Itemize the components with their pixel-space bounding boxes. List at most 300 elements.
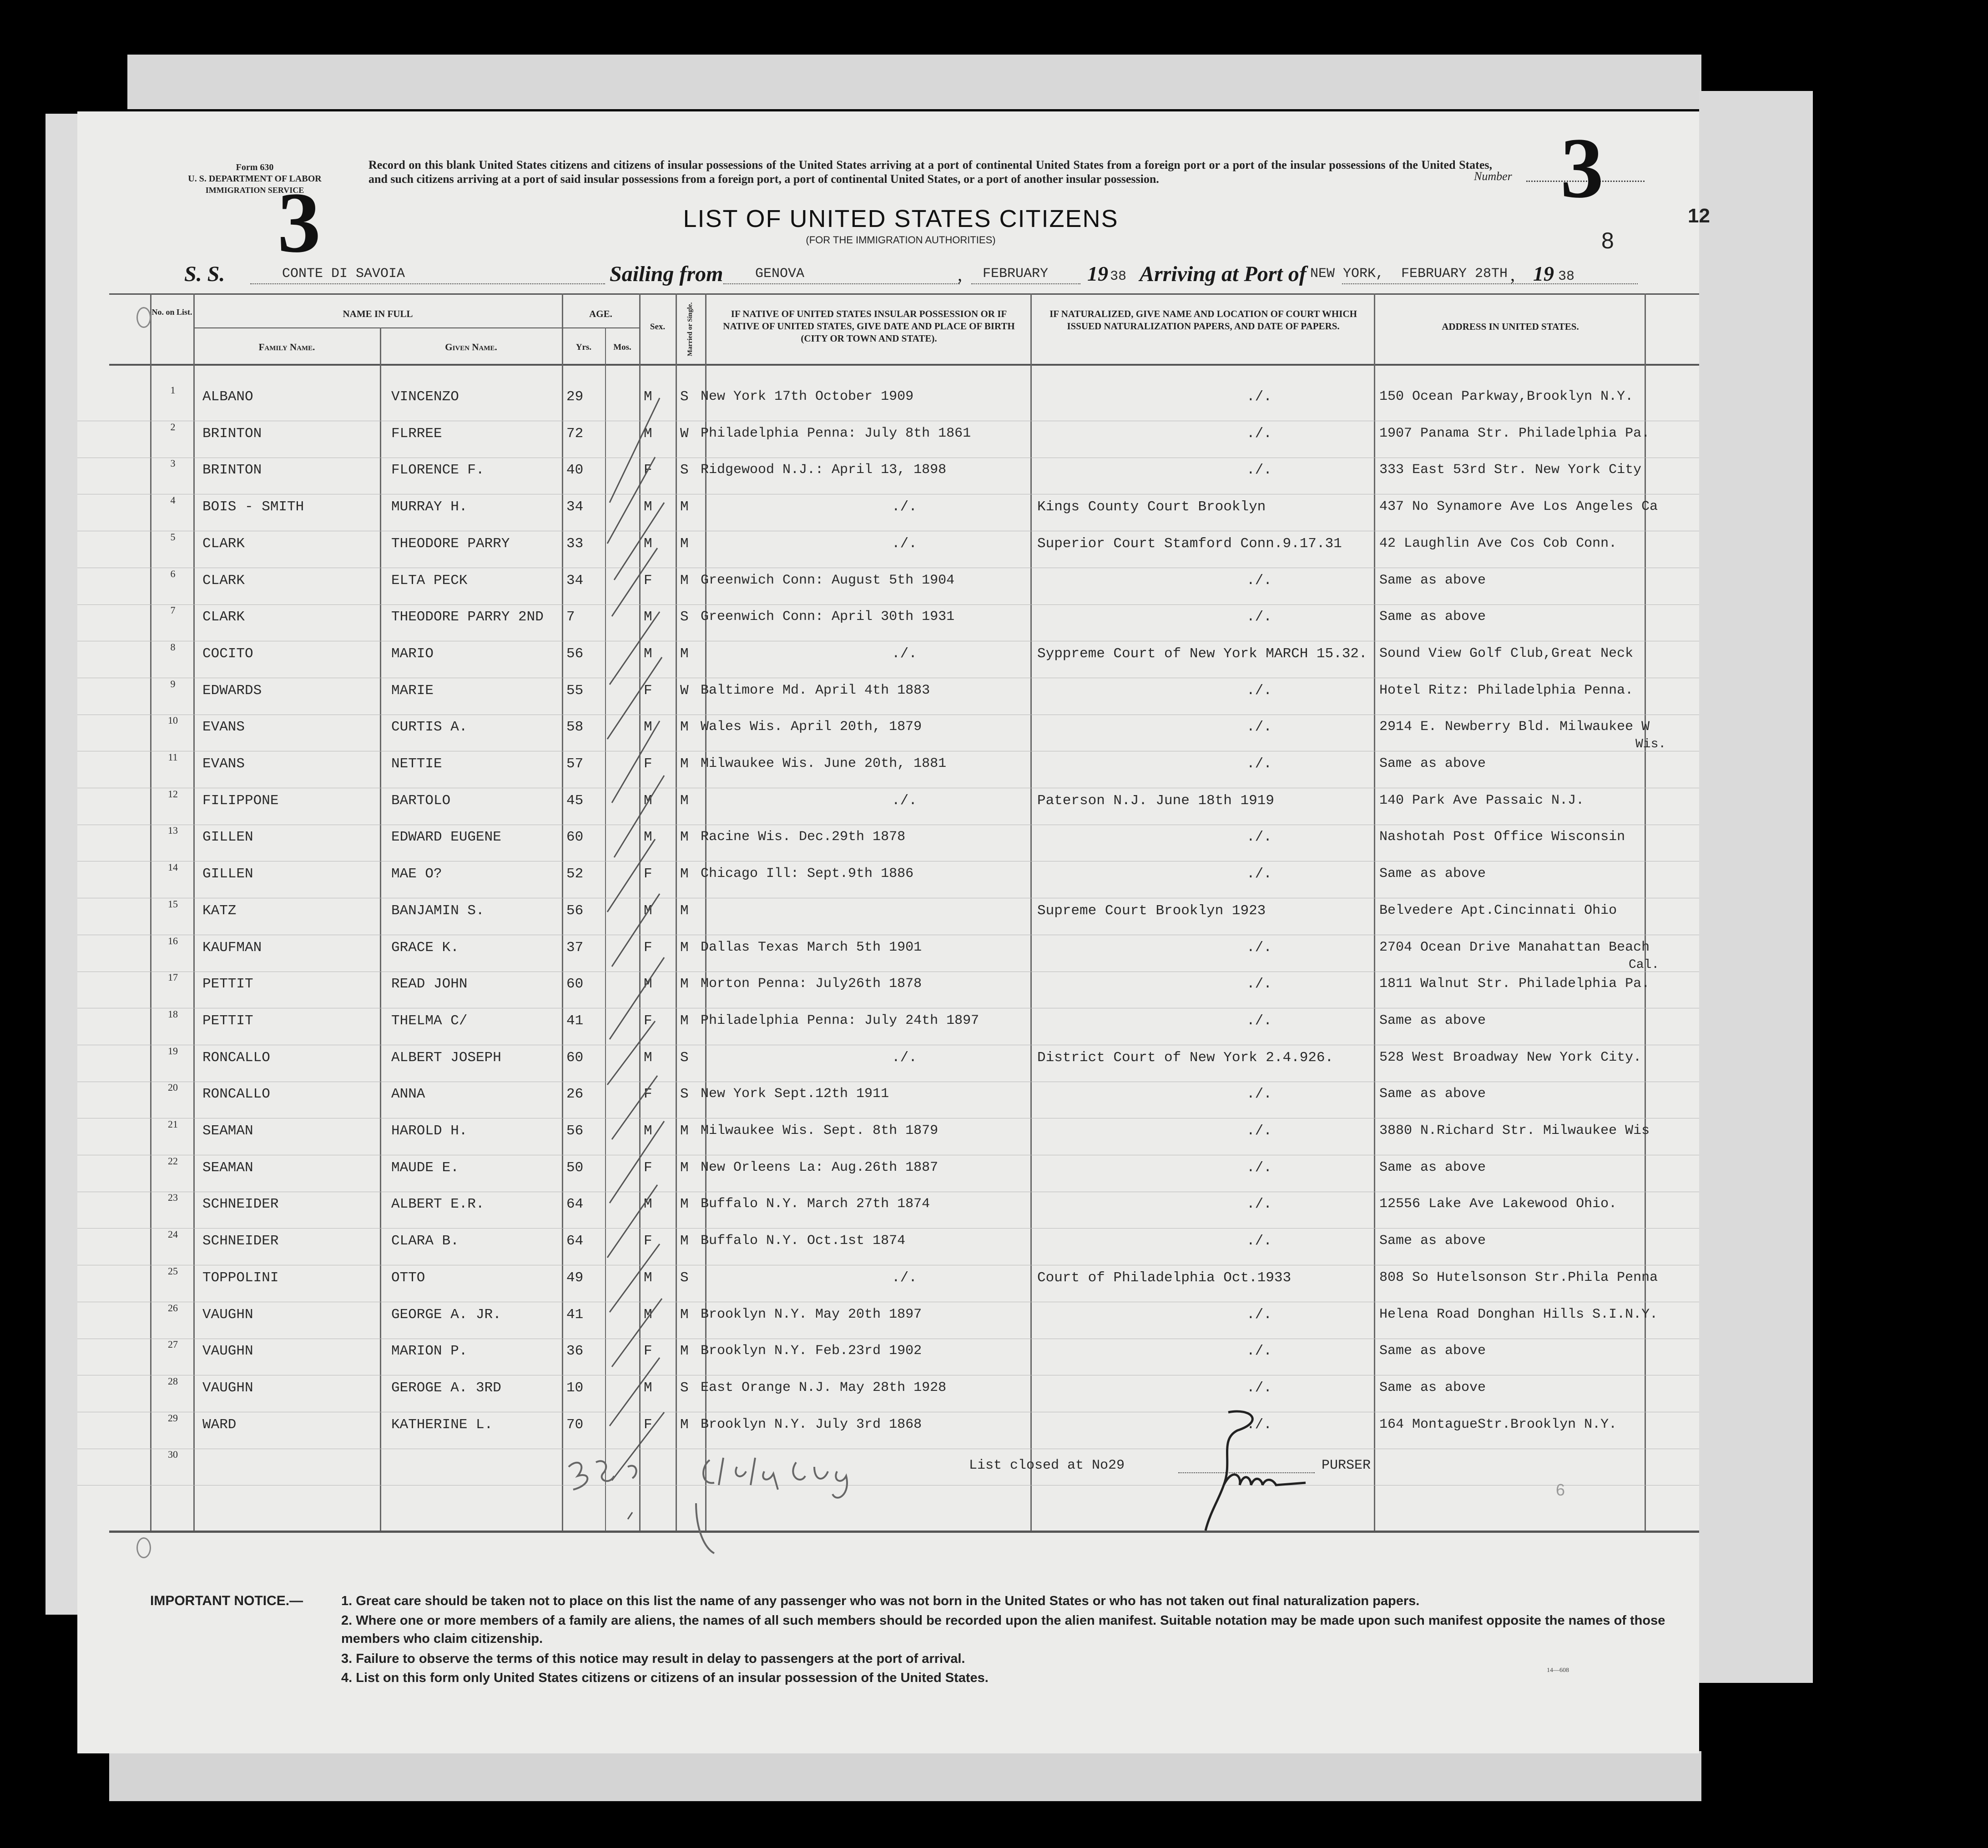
marital-status: S (680, 1086, 689, 1103)
naturalization: Superior Court Stamford Conn.9.17.31 (1037, 535, 1342, 552)
naturalization: ./. (1246, 1123, 1272, 1139)
naturalization: ./. (1246, 756, 1272, 772)
given-name: CURTIS A. (391, 719, 468, 735)
age-years: 41 (566, 1306, 584, 1323)
birth-place-date: ./. (892, 1049, 917, 1066)
age-years: 55 (566, 682, 584, 699)
address: 333 East 53rd Str. New York City (1379, 462, 1642, 478)
marital-status: M (680, 756, 689, 772)
family-name: GILLEN (202, 866, 253, 882)
address-continuation: Wis. (1635, 737, 1666, 752)
month-underline (971, 283, 1080, 284)
naturalization: ./. (1246, 939, 1272, 956)
family-name: GILLEN (202, 829, 253, 846)
naturalization: ./. (1246, 462, 1272, 478)
row-no: 7 (170, 604, 176, 616)
given-name: BARTOLO (391, 792, 451, 809)
birth-place-date: Greenwich Conn: April 30th 1931 (701, 609, 955, 625)
row-no: 28 (168, 1375, 178, 1387)
birth-place-date: ./. (892, 645, 917, 662)
family-name: TOPPOLINI (202, 1269, 279, 1286)
marital-status: M (680, 535, 689, 552)
service: IMMIGRATION SERVICE (205, 186, 304, 195)
header-family-name: Family Name. (258, 342, 315, 352)
marital-status: M (680, 866, 689, 882)
row-no: 24 (168, 1229, 178, 1240)
marital-status: M (680, 1012, 689, 1029)
address: Helena Road Donghan Hills S.I.N.Y. (1379, 1306, 1658, 1322)
birth-place-date: Philadelphia Penna: July 8th 1861 (701, 425, 971, 441)
birth-place-date: Wales Wis. April 20th, 1879 (701, 719, 922, 735)
sex: F (644, 939, 652, 956)
address: 1811 Walnut Str. Philadelphia Pa. (1379, 976, 1650, 992)
row-no: 8 (170, 641, 176, 653)
row-no: 13 (168, 825, 178, 836)
marital-status: M (680, 1306, 689, 1323)
punch-hole-1 (136, 307, 151, 328)
row-no: 21 (168, 1118, 178, 1130)
naturalization: Kings County Court Brooklyn (1037, 499, 1266, 515)
purser-label: PURSER (1322, 1458, 1371, 1473)
sex: M (644, 425, 652, 442)
arrival-year: 38 (1558, 269, 1575, 284)
address: 12556 Lake Ave Lakewood Ohio. (1379, 1196, 1617, 1212)
sailing-label: Sailing from (610, 262, 723, 286)
birth-place-date: Buffalo N.Y. Oct.1st 1874 (701, 1233, 906, 1249)
manifest-sheet (77, 111, 1710, 1753)
marital-status: M (680, 499, 689, 515)
col-line-9 (1030, 293, 1032, 1531)
purser-signature (1160, 1394, 1324, 1558)
naturalization: ./. (1246, 719, 1272, 735)
marital-status: M (680, 902, 689, 919)
marital-status: W (680, 682, 689, 699)
given-name: VINCENZO (391, 389, 459, 405)
sex: M (644, 829, 652, 846)
age-years: 52 (566, 866, 584, 882)
marital-status: M (680, 645, 689, 662)
family-name: EVANS (202, 719, 245, 735)
col-line-11 (1645, 293, 1646, 1531)
age-years: 58 (566, 719, 584, 735)
header-mos: Mos. (613, 342, 631, 352)
header-native: IF NATIVE OF UNITED STATES INSULAR POSSESSION OR IF NATIVE OF UNITED STATES, GIVE DATE AND PLACE OF BIRTH (CITY OR TOWN AND STATE). (723, 308, 1015, 344)
age-years: 40 (566, 462, 584, 478)
marital-status: S (680, 1380, 689, 1396)
table-head-border (109, 364, 1699, 366)
sex: M (644, 535, 652, 552)
age-years: 56 (566, 645, 584, 662)
address-continuation: Cal. (1629, 957, 1660, 972)
back-sheet-4 (109, 1751, 1701, 1801)
header-yrs: Yrs. (575, 342, 592, 352)
family-name: PETTIT (202, 1012, 253, 1029)
sex: F (644, 682, 652, 699)
row-no: 12 (168, 788, 178, 800)
page-subtitle: (FOR THE IMMIGRATION AUTHORITIES) (806, 234, 996, 246)
family-name: VAUGHN (202, 1343, 253, 1360)
sail-month: FEBRUARY (983, 266, 1049, 282)
header-given-name: Given Name. (445, 342, 497, 352)
col-line-3 (380, 327, 381, 1531)
birth-place-date: Milwaukee Wis. Sept. 8th 1879 (701, 1123, 938, 1138)
stray-mark: 6 (1556, 1480, 1565, 1499)
ss-label: S. S. (184, 262, 225, 286)
row-no: 4 (170, 494, 176, 506)
address: Same as above (1379, 1159, 1486, 1175)
birth-place-date: Buffalo N.Y. March 27th 1874 (701, 1196, 930, 1212)
age-years: 56 (566, 1123, 584, 1139)
marital-status: M (680, 1416, 689, 1433)
row-no: 11 (168, 751, 178, 763)
birth-place-date: ./. (892, 535, 917, 552)
age-years: 41 (566, 1012, 584, 1029)
given-name: MAUDE E. (391, 1159, 459, 1176)
given-name: ALBERT JOSEPH (391, 1049, 501, 1066)
arrival-port: NEW YORK, (1310, 266, 1384, 282)
given-name: EDWARD EUGENE (391, 829, 501, 846)
header-sex: Sex. (650, 322, 666, 332)
address: Same as above (1379, 1233, 1486, 1249)
naturalization: ./. (1246, 1306, 1272, 1323)
given-name: MARIO (391, 645, 434, 662)
age-years: 36 (566, 1343, 584, 1360)
header-name-in-full: NAME IN FULL (343, 308, 413, 319)
row-no: 2 (170, 421, 176, 433)
family-name: BRINTON (202, 425, 262, 442)
marital-status: M (680, 572, 689, 589)
address: Belvedere Apt.Cincinnati Ohio (1379, 902, 1617, 918)
given-name: READ JOHN (391, 976, 468, 992)
family-name: ALBANO (202, 389, 253, 405)
row-rule (77, 1228, 1699, 1229)
page-title: LIST OF UNITED STATES CITIZENS (683, 205, 1119, 232)
address: Same as above (1379, 572, 1486, 588)
arriving-label: Arriving at Port of (1140, 262, 1307, 286)
age-years: 7 (566, 609, 575, 625)
arrival-date: FEBRUARY 28TH (1401, 266, 1508, 282)
address: 1907 Panama Str. Philadelphia Pa. (1379, 425, 1650, 441)
address: Same as above (1379, 609, 1486, 625)
comma-1: , (958, 264, 962, 285)
sex: F (644, 866, 652, 882)
address: 2914 E. Newberry Bld. Milwaukee W (1379, 719, 1650, 735)
family-name: SCHNEIDER (202, 1233, 279, 1249)
address: 528 West Broadway New York City. (1379, 1049, 1642, 1065)
arrival-underline (1342, 283, 1638, 284)
birth-place-date: Racine Wis. Dec.29th 1878 (701, 829, 906, 845)
address: 164 MontagueStr.Brooklyn N.Y. (1379, 1416, 1617, 1432)
col-line-4 (562, 293, 563, 1531)
given-name: THEODORE PARRY (391, 535, 510, 552)
header-married: Married or Single. (686, 302, 694, 357)
marital-status: M (680, 719, 689, 735)
address: 42 Laughlin Ave Cos Cob Conn. (1379, 535, 1617, 551)
address: Same as above (1379, 756, 1486, 771)
address: 808 So Hutelsonson Str.Phila Penna (1379, 1269, 1658, 1285)
col-line-1 (150, 293, 151, 1531)
year-prefix-1: 19 (1087, 262, 1108, 285)
marital-status: M (680, 1196, 689, 1213)
check-marks (600, 366, 691, 1521)
age-years: 60 (566, 1049, 584, 1066)
family-name: VAUGHN (202, 1380, 253, 1396)
naturalization: ./. (1246, 1159, 1272, 1176)
address: Same as above (1379, 1012, 1486, 1028)
address: 140 Park Ave Passaic N.J. (1379, 792, 1584, 808)
naturalization: ./. (1246, 682, 1272, 699)
header-age: AGE. (589, 308, 612, 319)
row-no: 27 (168, 1339, 178, 1350)
table-top-border (109, 293, 1699, 295)
naturalization: ./. (1246, 829, 1272, 846)
row-rule (77, 604, 1699, 605)
row-no: 18 (168, 1008, 178, 1020)
family-name: VAUGHN (202, 1306, 253, 1323)
handwritten-notes (560, 1440, 960, 1558)
naturalization: ./. (1246, 1233, 1272, 1249)
age-years: 29 (566, 389, 584, 405)
address: 150 Ocean Parkway,Brooklyn N.Y. (1379, 389, 1634, 404)
age-years: 34 (566, 572, 584, 589)
page-mark: 8 (1601, 228, 1614, 253)
birth-place-date: Morton Penna: July26th 1878 (701, 976, 922, 992)
naturalization: Supreme Court Brooklyn 1923 (1037, 902, 1266, 919)
birth-place-date: East Orange N.J. May 28th 1928 (701, 1380, 947, 1395)
address: Same as above (1379, 1343, 1486, 1359)
birth-place-date: Brooklyn N.Y. July 3rd 1868 (701, 1416, 922, 1432)
intro-text: Record on this blank United States citizens and citizens of insular possessions of the United States arriving at a port of continental United States from a foreign port or a port of the insular possessions of the United States, and such citizens arriving at a port of said insular possessions from a foreign port, a port of continental United States, or a port of another insular possession. (368, 158, 1492, 186)
address: Same as above (1379, 1380, 1486, 1395)
header-address: ADDRESS IN UNITED STATES. (1442, 321, 1579, 332)
birth-place-date: New York 17th October 1909 (701, 389, 914, 404)
sex: F (644, 1012, 652, 1029)
marital-status: S (680, 609, 689, 625)
row-no: 26 (168, 1302, 178, 1314)
marital-status: S (680, 462, 689, 478)
form-number: Form 630 (236, 162, 274, 172)
family-name: RONCALLO (202, 1086, 270, 1103)
naturalization: ./. (1246, 609, 1272, 625)
marital-status: W (680, 425, 689, 442)
naturalization: District Court of New York 2.4.926. (1037, 1049, 1334, 1066)
col-line-10 (1374, 293, 1375, 1531)
header-naturalized: IF NATURALIZED, GIVE NAME AND LOCATION OF COURT WHICH ISSUED NATURALIZATION PAPERS, AND DATE OF PAPERS. (1050, 308, 1357, 332)
header-no: No. on List. (151, 307, 192, 317)
family-name: WARD (202, 1416, 237, 1433)
naturalization: ./. (1246, 389, 1272, 405)
department: U. S. DEPARTMENT OF LABOR (188, 174, 322, 184)
family-name: PETTIT (202, 976, 253, 992)
given-name: MURRAY H. (391, 499, 468, 515)
row-no: 25 (168, 1265, 178, 1277)
sail-year: 38 (1110, 269, 1127, 284)
birth-place-date: Ridgewood N.J.: April 13, 1898 (701, 462, 947, 478)
age-years: 33 (566, 535, 584, 552)
col-line-2 (193, 293, 195, 1531)
sex: M (644, 902, 652, 919)
sex: M (644, 609, 652, 625)
sex: F (644, 1086, 652, 1103)
birth-place-date: ./. (892, 499, 917, 515)
sex: M (644, 1123, 652, 1139)
family-name: SEAMAN (202, 1159, 253, 1176)
family-name: COCITO (202, 645, 253, 662)
print-code: 14—608 (1547, 1667, 1569, 1674)
number-label: Number (1474, 170, 1512, 183)
given-name: THELMA C/ (391, 1012, 468, 1029)
family-name: FILIPPONE (202, 792, 279, 809)
sex: F (644, 1233, 652, 1249)
sex: M (644, 645, 652, 662)
age-years: 60 (566, 976, 584, 992)
sex: F (644, 572, 652, 589)
address: Hotel Ritz: Philadelphia Penna. (1379, 682, 1634, 698)
big-number-left: 3 (278, 175, 321, 271)
sex: M (644, 499, 652, 515)
age-years: 10 (566, 1380, 584, 1396)
from-port: GENOVA (755, 266, 805, 282)
sex: F (644, 462, 652, 478)
marital-status: S (680, 1269, 689, 1286)
birth-place-date: ./. (892, 792, 917, 809)
naturalization: ./. (1246, 866, 1272, 882)
back-sheet-3 (1699, 91, 1813, 1683)
from-underline (723, 283, 960, 284)
family-name: KAUFMAN (202, 939, 262, 956)
birth-place-date: Brooklyn N.Y. Feb.23rd 1902 (701, 1343, 922, 1359)
family-name: CLARK (202, 572, 245, 589)
family-name: RONCALLO (202, 1049, 270, 1066)
row-no: 29 (168, 1412, 178, 1424)
given-name: BANJAMIN S. (391, 902, 484, 919)
given-name: MARIE (391, 682, 434, 699)
sex: F (644, 1159, 652, 1176)
row-no: 1 (170, 384, 176, 396)
given-name: ELTA PECK (391, 572, 468, 589)
age-years: 45 (566, 792, 584, 809)
birth-place-date: Milwaukee Wis. June 20th, 1881 (701, 756, 947, 771)
given-name: ALBERT E.R. (391, 1196, 484, 1213)
notice-item-4: 4. List on this form only United States citizens or citizens of an insular possession of the United States. (341, 1671, 989, 1685)
marital-status: M (680, 1159, 689, 1176)
address: Same as above (1379, 1086, 1486, 1102)
row-no: 17 (168, 972, 178, 983)
marital-status: M (680, 829, 689, 846)
age-years: 26 (566, 1086, 584, 1103)
marital-status: M (680, 1123, 689, 1139)
age-years: 50 (566, 1159, 584, 1176)
sex: M (644, 976, 652, 992)
notice-item-1: 1. Great care should be taken not to place on this list the name of any passenger who was not born in the United States or who has not taken out final naturalization papers. (341, 1594, 1420, 1608)
birth-place-date: ./. (892, 1269, 917, 1286)
sex: M (644, 1306, 652, 1323)
address: Same as above (1379, 866, 1486, 882)
ship-name: CONTE DI SAVOIA (282, 266, 405, 282)
number-value: 3 (1560, 121, 1604, 216)
sex: M (644, 719, 652, 735)
marital-status: S (680, 389, 689, 405)
given-name: OTTO (391, 1269, 425, 1286)
row-no: 10 (168, 715, 178, 726)
marital-status: M (680, 976, 689, 992)
age-years: 72 (566, 425, 584, 442)
sex: M (644, 1196, 652, 1213)
sex: F (644, 1343, 652, 1360)
naturalization: ./. (1246, 1196, 1272, 1213)
row-no: 5 (170, 531, 176, 543)
family-name: EVANS (202, 756, 245, 772)
name-subheader-border (193, 327, 639, 328)
notice-item-2: 2. Where one or more members of a family are aliens, the names of all such members should be recorded upon the alien manifest. Suitable notation may be made upon such manifest opposite the names of those members who claim citizenship. (341, 1613, 1665, 1646)
given-name: CLARA B. (391, 1233, 459, 1249)
row-no: 20 (168, 1082, 178, 1093)
given-name: GRACE K. (391, 939, 459, 956)
row-no: 3 (170, 458, 176, 469)
family-name: CLARK (202, 535, 245, 552)
age-years: 70 (566, 1416, 584, 1433)
sex: F (644, 756, 652, 772)
age-years: 64 (566, 1196, 584, 1213)
ship-underline (250, 283, 605, 284)
row-no: 9 (170, 678, 176, 690)
age-years: 34 (566, 499, 584, 515)
birth-place-date: Baltimore Md. April 4th 1883 (701, 682, 930, 698)
naturalization: ./. (1246, 425, 1272, 442)
given-name: MAE O? (391, 866, 442, 882)
birth-place-date: New Orleens La: Aug.26th 1887 (701, 1159, 938, 1175)
list-closed-text: List closed at No29 (969, 1458, 1125, 1473)
family-name: BOIS - SMITH (202, 499, 304, 515)
family-name: CLARK (202, 609, 245, 625)
marital-status: M (680, 1233, 689, 1249)
sex: F (644, 1416, 652, 1433)
naturalization: ./. (1246, 572, 1272, 589)
given-name: MARION P. (391, 1343, 468, 1360)
family-name: EDWARDS (202, 682, 262, 699)
age-years: 56 (566, 902, 584, 919)
row-no: 19 (168, 1045, 178, 1057)
notice-label: IMPORTANT NOTICE.— (150, 1593, 303, 1608)
family-name: SEAMAN (202, 1123, 253, 1139)
birth-place-date: Greenwich Conn: August 5th 1904 (701, 572, 955, 588)
age-years: 60 (566, 829, 584, 846)
age-years: 57 (566, 756, 584, 772)
given-name: KATHERINE L. (391, 1416, 493, 1433)
birth-place-date: Dallas Texas March 5th 1901 (701, 939, 922, 955)
given-name: HAROLD H. (391, 1123, 468, 1139)
birth-place-date: New York Sept.12th 1911 (701, 1086, 889, 1102)
age-years: 64 (566, 1233, 584, 1249)
birth-place-date: Brooklyn N.Y. May 20th 1897 (701, 1306, 922, 1322)
sex: M (644, 1049, 652, 1066)
naturalization: ./. (1246, 1012, 1272, 1029)
birth-place-date: Chicago Ill: Sept.9th 1886 (701, 866, 914, 882)
sex: M (644, 792, 652, 809)
given-name: ANNA (391, 1086, 425, 1103)
row-no: 14 (168, 861, 178, 873)
back-sheet-1 (127, 55, 1701, 109)
comma-2: , (1510, 264, 1515, 285)
birth-place-date: Philadelphia Penna: July 24th 1897 (701, 1012, 979, 1028)
address: 3880 N.Richard Str. Milwaukee Wis (1379, 1123, 1650, 1138)
row-no: 23 (168, 1192, 178, 1203)
given-name: FLRREE (391, 425, 442, 442)
given-name: GEROGE A. 3RD (391, 1380, 501, 1396)
given-name: THEODORE PARRY 2ND (391, 609, 544, 625)
corner-number: 12 (1688, 205, 1710, 227)
address: 437 No Synamore Ave Los Angeles Ca (1379, 499, 1658, 515)
